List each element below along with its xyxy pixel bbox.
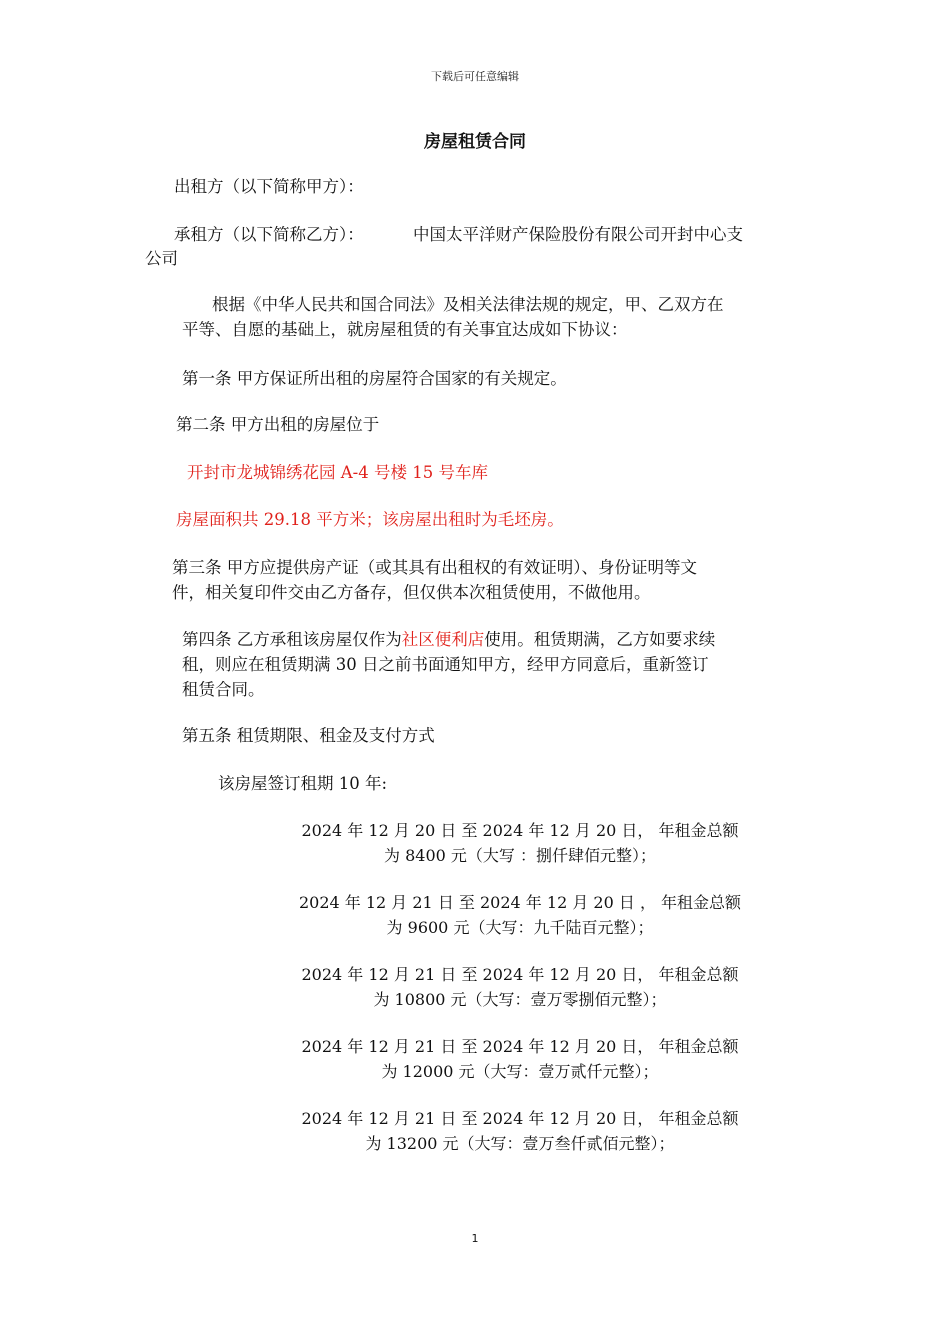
article-3-line-2: 件，相关复印件交由乙方备存，但仅供本次租赁使用，不做他用。	[172, 583, 651, 602]
schedule-row	[220, 818, 820, 868]
article-1: 第一条 甲方保证所出租的房屋符合国家的有关规定。	[182, 369, 567, 388]
preamble-line-1: 根据《中华人民共和国合同法》及相关法律法规的规定，甲、乙双方在	[212, 295, 724, 314]
article-4-line-3: 租赁合同。	[182, 680, 265, 699]
lease-term: 该房屋签订租期 10 年:	[218, 774, 388, 793]
article-4-text-a: 第四条 乙方承租该房屋仅作为	[182, 630, 402, 649]
schedule-amount: 为 8400 元（大写 ：捌仟肆佰元整）；	[384, 846, 656, 865]
header-note: 下载后可任意编辑	[431, 70, 519, 83]
lessee-name: 中国太平洋财产保险股份有限公司开封中心支	[413, 225, 743, 244]
property-area: 房屋面积共 29.18 平方米；该房屋出租时为毛坯房。	[176, 510, 564, 529]
schedule-amount: 为 9600 元（大写：九千陆百元整）；	[386, 918, 654, 937]
schedule-row	[220, 1034, 820, 1084]
schedule-period: 2024 年 12 月 21 日 至 2024 年 12 月 20 日， 年租金总额	[301, 1037, 739, 1056]
article-4-line-2: 租，则应在租赁期满 30 日之前书面通知甲方，经甲方同意后，重新签订	[182, 655, 709, 674]
article-4-text-b: 使用。租赁期满，乙方如要求续	[484, 630, 716, 649]
lessor-line: 出租方（以下简称甲方）：	[174, 177, 364, 196]
article-3-line-1: 第三条 甲方应提供房产证（或其具有出租权的有效证明）、身份证明等文	[172, 558, 697, 577]
schedule-row	[220, 890, 820, 940]
page-title: 房屋租赁合同	[424, 132, 526, 152]
schedule-amount: 为 13200 元（大写：壹万叁仟贰佰元整）；	[365, 1134, 675, 1153]
schedule-row	[220, 1106, 820, 1156]
lessee-label: 承租方（以下简称乙方）：	[174, 225, 364, 244]
schedule-period: 2024 年 12 月 20 日 至 2024 年 12 月 20 日， 年租金总额	[301, 821, 739, 840]
lessee-name-cont: 公司	[145, 249, 178, 268]
schedule-period: 2024 年 12 月 21 日 至 2024 年 12 月 20 日 ， 年租金总额	[298, 893, 742, 912]
schedule-amount: 为 10800 元（大写：壹万零捌佰元整）；	[373, 990, 667, 1009]
property-address: 开封市龙城锦绣花园 A-4 号楼 15 号车库	[187, 463, 488, 482]
schedule-period: 2024 年 12 月 21 日 至 2024 年 12 月 20 日， 年租金总额	[301, 1109, 739, 1128]
page-number: 1	[471, 1232, 479, 1245]
schedule-row	[220, 962, 820, 1012]
schedule-period: 2024 年 12 月 21 日 至 2024 年 12 月 20 日， 年租金总额	[301, 965, 739, 984]
article-4-line-1	[182, 627, 715, 652]
schedule-amount: 为 12000 元（大写：壹万贰仟元整）；	[381, 1062, 659, 1081]
article-2: 第二条 甲方出租的房屋位于	[176, 415, 380, 434]
article-4-use: 社区便利店	[401, 630, 485, 649]
article-5: 第五条 租赁期限、租金及支付方式	[182, 726, 435, 745]
preamble-line-2: 平等、自愿的基础上，就房屋租赁的有关事宜达成如下协议：	[182, 320, 628, 339]
